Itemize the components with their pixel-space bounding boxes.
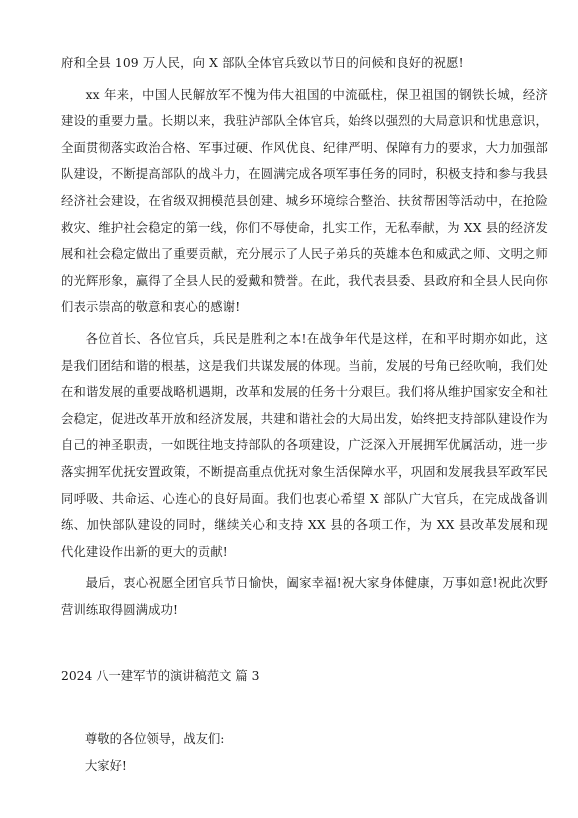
greeting: 大家好! xyxy=(85,759,127,773)
paragraph-1: 府和全县 109 万人民，向 X 部队全体官兵致以节日的问候和良好的祝愿! xyxy=(61,56,464,70)
paragraph-4: 最后，衷心祝愿全团官兵节日愉快，阖家幸福!祝大家身体健康，万事如意!祝此次野营训练取得圆满成功! xyxy=(61,576,548,617)
salutation: 尊敬的各位领导，战友们: xyxy=(85,732,225,746)
section-heading: 2024 八一建军节的演讲稿范文 篇 3 xyxy=(61,669,260,683)
paragraph-3: 各位首长、各位官兵，兵民是胜利之本!在战争年代是这样，在和平时期亦如此，这是我们团结和谐的根基，这是我们共谋发展的体现。当前，发展的号角已经吹响，我们处在和谐发展的重要战略机遇期，改革和发展的任务十分艰巨。我们将从维护国家安全和社会稳定，促进改革开放和经济发展，共建和谐社会的大局出发，始终把支持部队建设作为自己的神圣职责，一如既往地支持部队的各项建设，广泛深入开展拥军优属活动，进一步落实拥军优抚安置政策，不断提高重点优抚对象生活保障水平，巩固和发展我县军政军民同呼吸、共命运、心连心的良好局面。我们也衷心希望 X 部队广大官兵，在完成战备训练、加快部队建设的同时，继续关心和支持 XX 县的各项工作，为 XX 县改革发展和现代化建设作出新的更大的贡献! xyxy=(61,331,548,559)
paragraph-2: xx 年来，中国人民解放军不愧为伟大祖国的中流砥柱，保卫祖国的钢铁长城，经济建设的重要力量。长期以来，我驻泸部队全体官兵，始终以强烈的大局意识和忧患意识，全面贯彻落实政治合格、军事过硬、作风优良、纪律严明、保障有力的要求，大力加强部队建设，不断提高部队的战斗力，在圆满完成各项军事任务的同时，积极支持和参与我县经济社会建设，在省级双拥模范县创建、城乡环境综合整治、扶贫帮困等活动中，在抢险救灾、维护社会稳定的第一线，你们不辱使命，扎实工作，无私奉献，为 XX 县的经济发展和社会稳定做出了重要贡献，充分展示了人民子弟兵的英雄本色和威武之师、文明之师的光辉形象，赢得了全县人民的爱戴和赞誉。在此，我代表县委、县政府和全县人民向你们表示崇高的敬意和衷心的感谢! xyxy=(61,87,548,315)
